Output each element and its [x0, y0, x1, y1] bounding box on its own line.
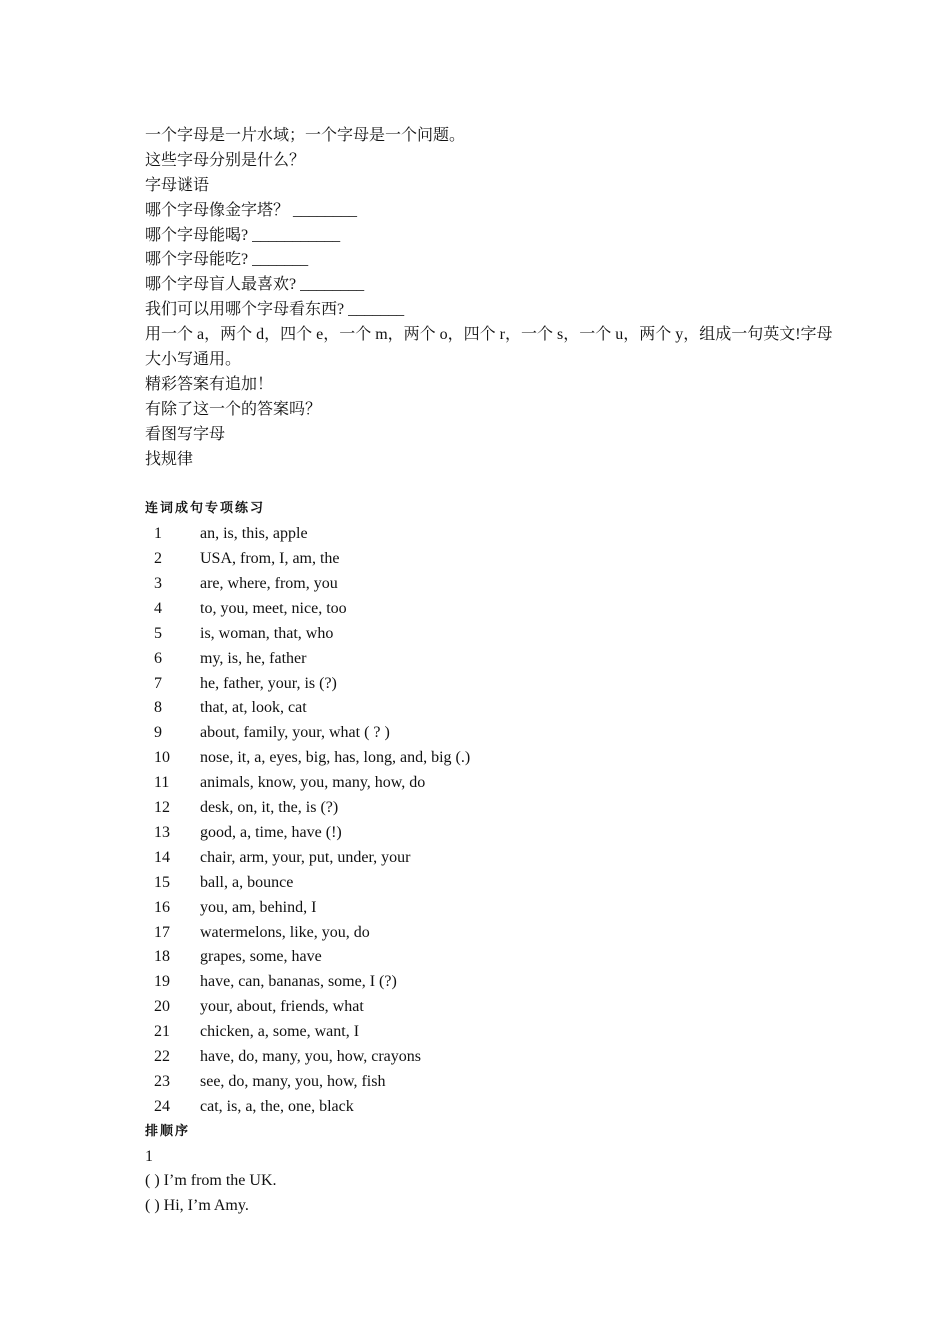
- document-content: [145, 124, 833, 1219]
- riddle-line: 精彩答案有追加！: [145, 375, 274, 393]
- exercise-number: 16: [154, 898, 170, 916]
- exercise-words: are, where, from, you: [200, 575, 338, 593]
- exercise-row: [145, 995, 825, 1020]
- sentence-exercise-list: [145, 522, 825, 1119]
- exercise-number: 15: [154, 873, 170, 891]
- exercise-row: [145, 746, 825, 771]
- exercise-number: 19: [154, 973, 170, 991]
- riddle-line: 一个字母是一片水域；一个字母是一个问题。: [145, 127, 466, 144]
- exercise-row: [145, 945, 825, 970]
- exercise-row: [145, 647, 825, 672]
- riddle-line: 字母谜语: [145, 176, 210, 194]
- exercise-row: [145, 896, 825, 921]
- riddle-line: 哪个字母能喝? ___________: [145, 226, 341, 244]
- exercise-number: 18: [154, 948, 170, 966]
- exercise-words: my, is, he, father: [200, 649, 307, 667]
- riddle-line: 大小写通用。: [145, 351, 242, 369]
- exercise-words: USA, from, I, am, the: [200, 550, 340, 568]
- exercise-number: 23: [154, 1072, 170, 1090]
- exercise-number: 14: [154, 848, 170, 866]
- riddle-line: 哪个字母像金字塔？ ________: [145, 201, 358, 219]
- exercise-number: 13: [154, 823, 170, 841]
- exercise-words: chair, arm, your, put, under, your: [200, 848, 411, 866]
- exercise-row: [145, 1070, 825, 1095]
- order-line: ( ) I’m from the UK.: [145, 1172, 277, 1190]
- exercise-number: 10: [154, 749, 170, 767]
- exercise-number: 22: [154, 1047, 170, 1065]
- exercise-words: animals, know, you, many, how, do: [200, 774, 426, 792]
- order-exercise-list: [145, 1169, 825, 1219]
- exercise-words: chicken, a, some, want, I: [200, 1023, 360, 1041]
- exercise-words: your, about, friends, what: [200, 998, 364, 1016]
- exercise-row: [145, 1020, 825, 1045]
- exercise-row: [145, 821, 825, 846]
- exercise-words: that, at, look, cat: [200, 699, 307, 717]
- exercise-number: 8: [154, 699, 162, 717]
- exercise-row: [145, 771, 825, 796]
- spacer: [145, 472, 825, 497]
- exercise-number: 11: [154, 774, 170, 792]
- exercise-words: watermelons, like, you, do: [200, 923, 370, 941]
- riddle-line: 这些字母分别是什么？: [145, 151, 306, 169]
- exercise-row: [145, 1045, 825, 1070]
- exercise-row: [145, 522, 825, 547]
- exercise-words: desk, on, it, the, is (?): [200, 799, 339, 817]
- order-line: ( ) Hi, I’m Amy.: [145, 1197, 249, 1215]
- exercise-row: [145, 721, 825, 746]
- exercise-number: 20: [154, 998, 170, 1016]
- exercise-number: 12: [154, 799, 170, 817]
- exercise-row: [145, 696, 825, 721]
- exercise-words: you, am, behind, I: [200, 898, 317, 916]
- exercise-words: an, is, this, apple: [200, 525, 308, 543]
- exercise-row: [145, 597, 825, 622]
- exercise-number: 3: [154, 575, 162, 593]
- exercise-number: 7: [154, 674, 162, 692]
- exercise-row: [145, 547, 825, 572]
- exercise-words: ball, a, bounce: [200, 873, 294, 891]
- exercise-words: have, do, many, you, how, crayons: [200, 1047, 421, 1065]
- exercise-row: [145, 921, 825, 946]
- exercise-row: [145, 796, 825, 821]
- exercise-words: grapes, some, have: [200, 948, 322, 966]
- exercise-number: 6: [154, 649, 162, 667]
- order-section-title: 排顺序: [145, 1123, 191, 1139]
- exercise-number: 9: [154, 724, 162, 742]
- exercise-row: [145, 622, 825, 647]
- exercise-number: 2: [154, 550, 162, 568]
- exercise-number: 5: [154, 624, 162, 642]
- riddle-section: [145, 124, 833, 472]
- exercise-number: 24: [154, 1097, 170, 1115]
- riddle-line: 哪个字母能吃? _______: [145, 251, 309, 269]
- exercise-number: 17: [154, 923, 170, 941]
- riddle-line: 看图写字母: [145, 425, 226, 443]
- exercise-number: 1: [154, 525, 162, 543]
- exercise-row: [145, 672, 825, 697]
- exercise-number: 21: [154, 1023, 170, 1041]
- exercise-words: he, father, your, is (?): [200, 674, 337, 692]
- exercise-row: [145, 970, 825, 995]
- exercise-number: 4: [154, 599, 162, 617]
- exercise-row: [145, 846, 825, 871]
- riddle-line: 哪个字母盲人最喜欢? ________: [145, 276, 365, 294]
- exercise-words: see, do, many, you, how, fish: [200, 1072, 386, 1090]
- exercise-words: good, a, time, have (!): [200, 823, 342, 841]
- exercise-words: nose, it, a, eyes, big, has, long, and, big (.): [200, 749, 471, 767]
- exercise-words: about, family, your, what ( ? ): [200, 724, 390, 742]
- sentence-section-title: 连词成句专项练习: [145, 501, 266, 517]
- order-group-number: 1: [145, 1147, 153, 1165]
- exercise-words: cat, is, a, the, one, black: [200, 1097, 354, 1115]
- riddle-line: 我们可以用哪个字母看东西? _______: [145, 301, 405, 319]
- riddle-line: 找规律: [145, 450, 194, 468]
- exercise-words: have, can, bananas, some, I (?): [200, 973, 397, 991]
- exercise-words: to, you, meet, nice, too: [200, 599, 347, 617]
- exercise-row: [145, 572, 825, 597]
- exercise-row: [145, 1095, 825, 1120]
- riddle-line: 用一个 a，两个 d，四个 e，一个 m，两个 o，四个 r，一个 s，一个 u，两个 y，组成一句英文!字母: [145, 326, 833, 344]
- riddle-line: 有除了这一个的答案吗？: [145, 400, 322, 418]
- exercise-row: [145, 871, 825, 896]
- exercise-words: is, woman, that, who: [200, 624, 334, 642]
